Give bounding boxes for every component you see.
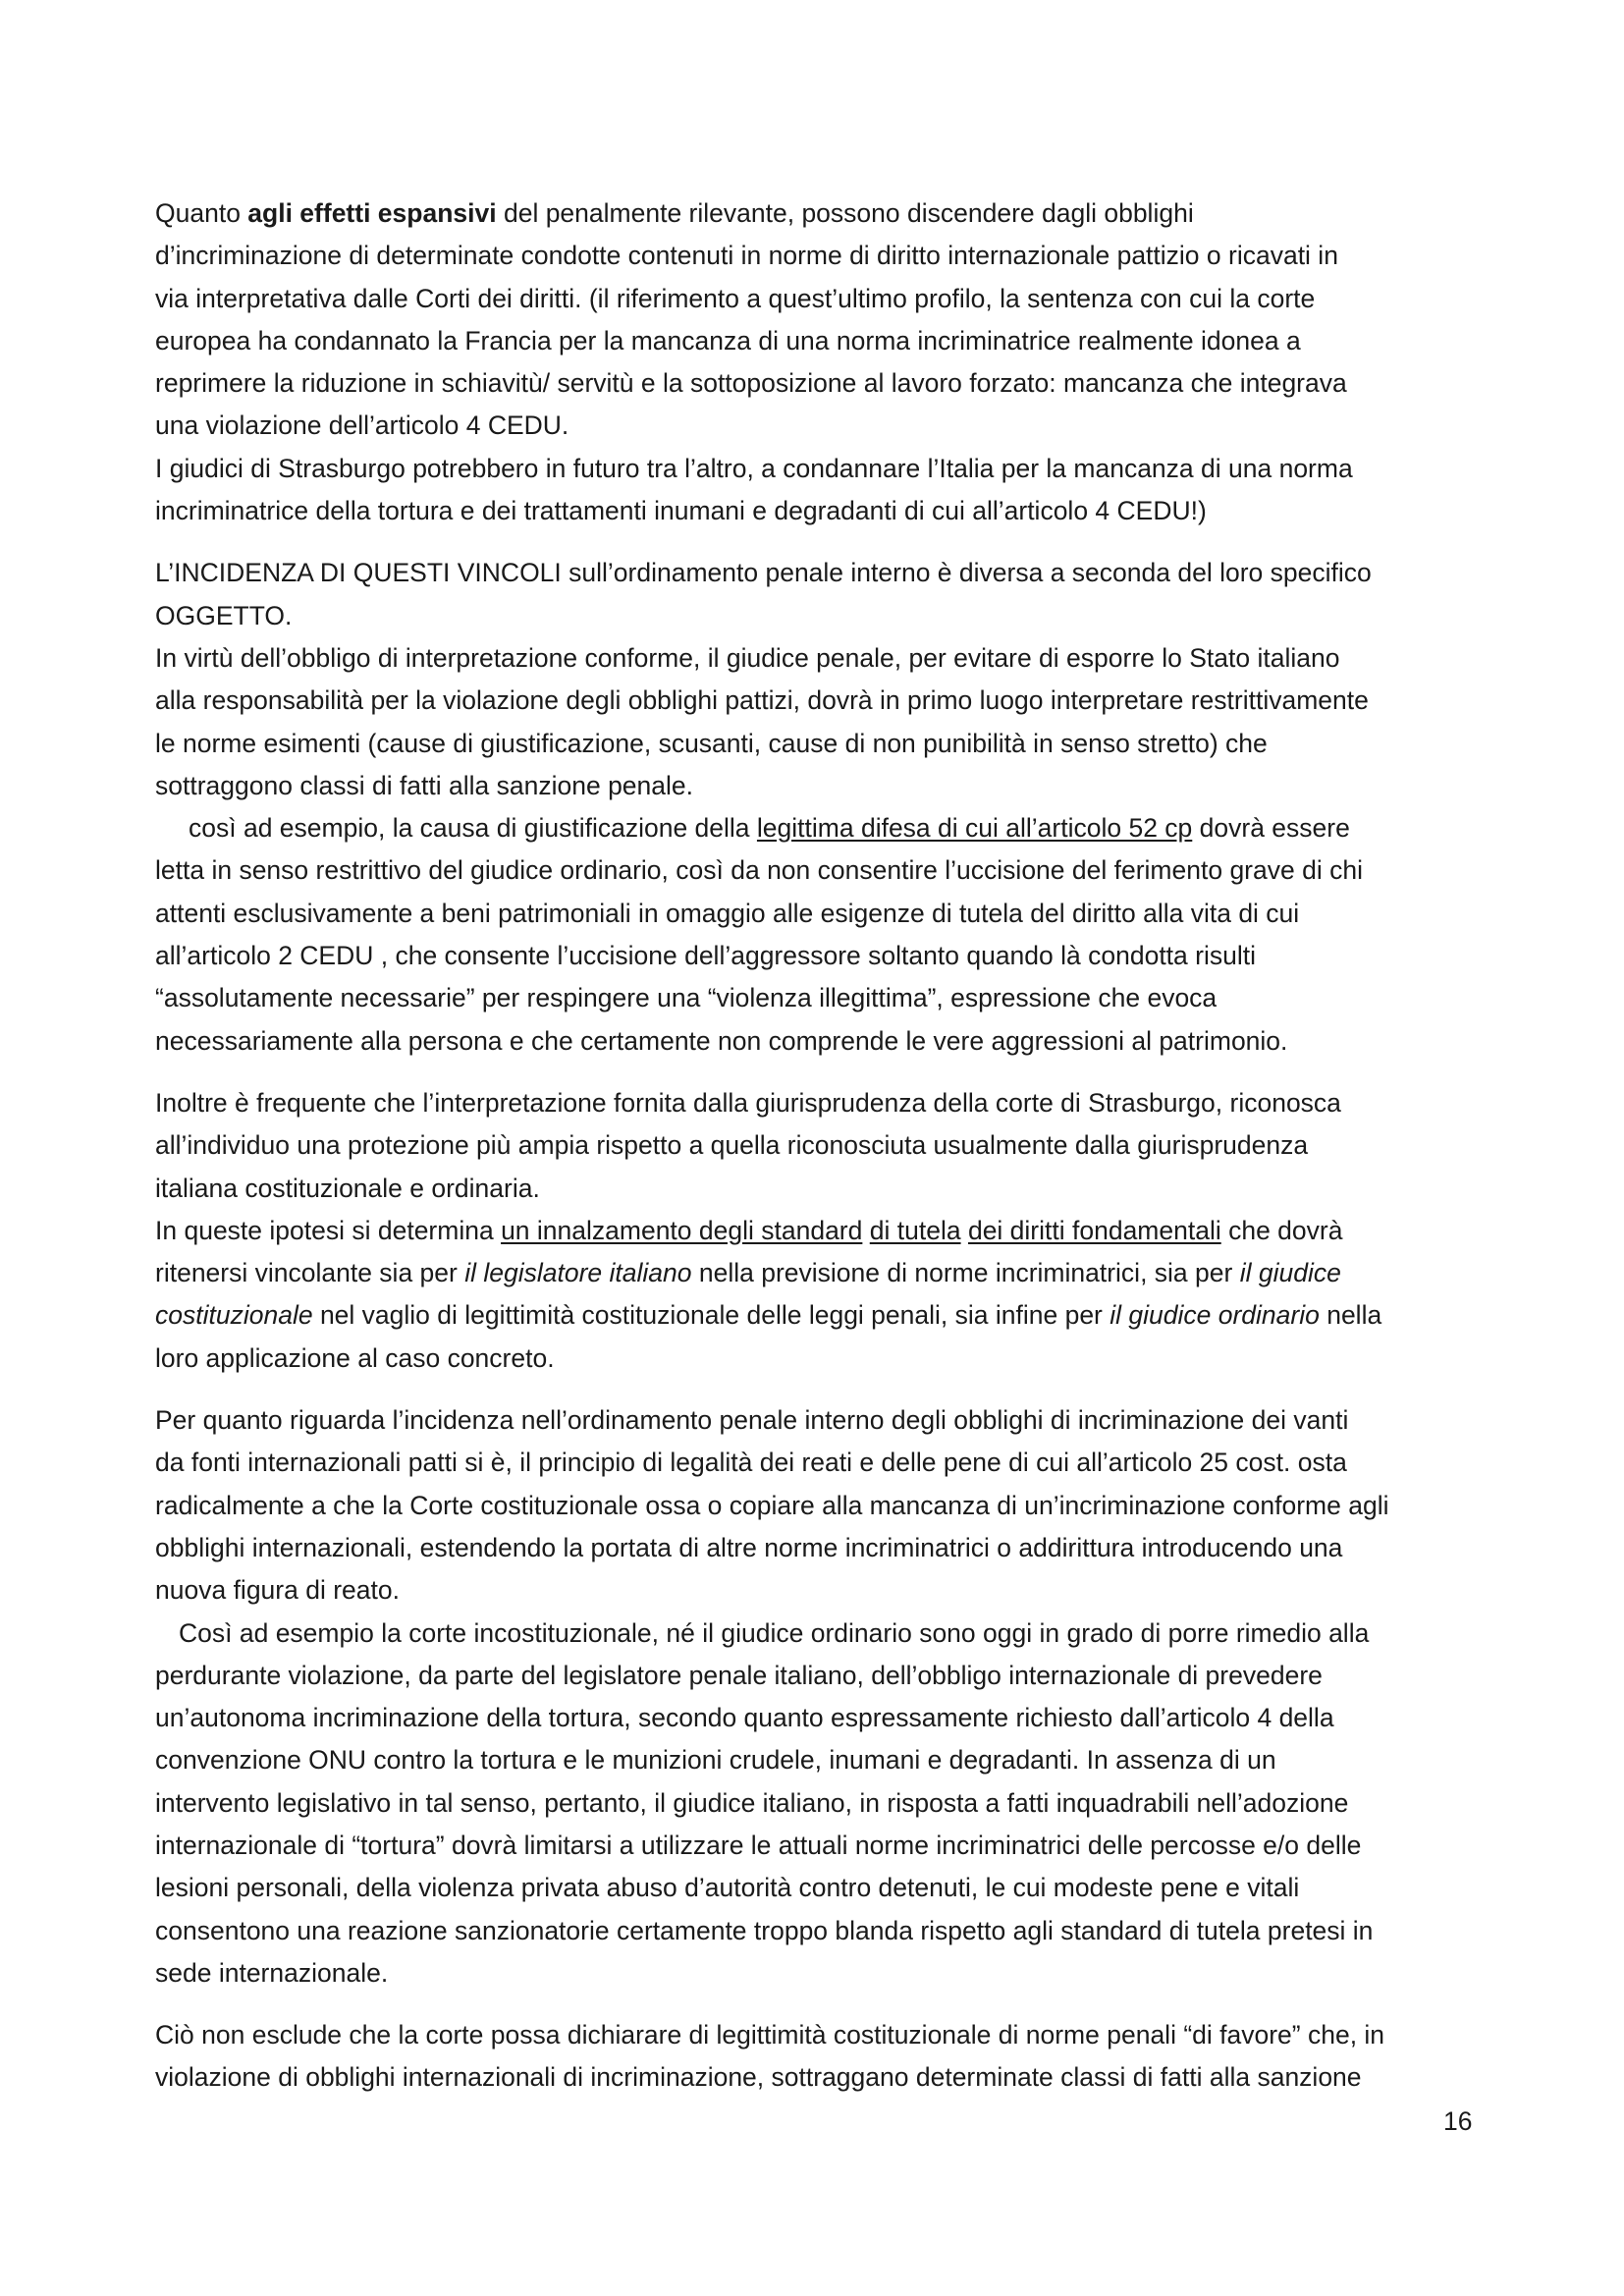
italic-text: il giudice ordinario: [1110, 1300, 1320, 1331]
text-line: [155, 1252, 1483, 1294]
text-span: In queste ipotesi si determina: [155, 1215, 502, 1245]
text-line: attenti esclusivamente a beni patrimoniali in omaggio alle esigenze di tutela del diritto alla vita di cui: [155, 898, 1300, 928]
paragraph-effetti-espansivi: [155, 192, 1483, 532]
text-line: lesioni personali, della violenza privata abuso d’autorità contro detenuti, le cui modeste pene e vitali: [155, 1873, 1300, 1903]
text-line: necessariamente alla persona e che certamente non comprende le vere aggressioni al patrimonio.: [155, 1025, 1288, 1056]
underlined-text: un innalzamento degli standard: [501, 1215, 863, 1245]
text-line: L’INCIDENZA DI QUESTI VINCOLI sull’ordinamento penale interno è diversa a seconda del loro specifico: [155, 558, 1372, 588]
text-line: OGGETTO.: [155, 600, 293, 630]
text-line: alla responsabilità per la violazione degli obblighi pattizi, dovrà in primo luogo interpretare restrittivamente: [155, 685, 1369, 716]
text-span: nella: [1319, 1300, 1382, 1331]
page-number: 16: [1443, 2106, 1473, 2136]
underlined-text: dei diritti fondamentali: [967, 1215, 1221, 1245]
text-line: un’autonoma incriminazione della tortura, secondo quanto espressamente richiesto dall’articolo 4 della: [155, 1703, 1334, 1733]
text-line: [155, 1294, 1483, 1337]
text-line: [155, 192, 1483, 235]
text-span: dovrà essere: [1192, 813, 1350, 844]
text-line: In virtù dell’obbligo di interpretazione conforme, il giudice penale, per evitare di esporre lo Stato italiano: [155, 642, 1340, 673]
text-span: nella previsione di norme incriminatrici, sia per: [691, 1258, 1240, 1288]
italic-text: il giudice: [1239, 1258, 1341, 1288]
text-span: [862, 1216, 869, 1245]
text-line: d’incriminazione di determinate condotte contenuti in norme di diritto internazionale pattizio o ricavati in: [155, 241, 1338, 271]
bold-text: agli effetti espansivi: [247, 198, 497, 228]
text-line: europea ha condannato la Francia per la mancanza di una norma incriminatrice realmente idonea a: [155, 325, 1301, 355]
text-span: del penalmente rilevante, possono discendere dagli obblighi: [496, 198, 1194, 228]
text-line: violazione di obblighi internazionali di incriminazione, sottraggano determinate classi di fatti alla sanzione: [155, 2062, 1362, 2093]
text-line: Ciò non esclude che la corte possa dichiarare di legittimità costituzionale di norme penali “di favore” che, in: [155, 2020, 1385, 2050]
text-line: “assolutamente necessarie” per respingere una “violenza illegittima”, espressione che evoca: [155, 983, 1218, 1013]
text-line: una violazione dell’articolo 4 CEDU.: [155, 410, 569, 441]
text-line: perdurante violazione, da parte del legislatore penale italiano, dell’obbligo internazionale di prevedere: [155, 1660, 1323, 1690]
text-line: da fonti internazionali patti si è, il principio di legalità dei reati e delle pene di cui all’articolo 25 cost. osta: [155, 1448, 1347, 1478]
text-line: Così ad esempio la corte incostituzionale, né il giudice ordinario sono oggi in grado di porre rimedio alla: [179, 1617, 1370, 1648]
text-line: radicalmente a che la Corte costituzionale ossa o copiare alla mancanza di un’incriminazione conforme agli: [155, 1490, 1389, 1520]
text-span: ritenersi vincolante sia per: [155, 1258, 465, 1288]
text-span: nel vaglio di legittimità costituzionale delle leggi penali, sia infine per: [312, 1300, 1110, 1331]
text-span: Quanto: [155, 198, 248, 228]
text-line: convenzione ONU contro la tortura e le munizioni crudele, inumani e degradanti. In assenza di un: [155, 1745, 1276, 1776]
paragraph-norme-di-favore: [155, 2014, 1483, 2100]
italic-text: costituzionale: [155, 1300, 313, 1331]
text-line: loro applicazione al caso concreto.: [155, 1342, 555, 1373]
document-page: [155, 192, 1483, 2119]
text-span: che dovrà: [1220, 1215, 1343, 1245]
text-line: Per quanto riguarda l’incidenza nell’ordinamento penale interno degli obblighi di incriminazione dei vanti: [155, 1405, 1349, 1436]
text-line: all’individuo una protezione più ampia rispetto a quella riconosciuta usualmente dalla giurisprudenza: [155, 1130, 1309, 1161]
paragraph-obblighi-incriminazione: [155, 1399, 1483, 1995]
text-line: sede internazionale.: [155, 1957, 389, 1988]
text-line: incriminatrice della tortura e dei trattamenti inumani e degradanti di cui all’articolo 4 CEDU!): [155, 496, 1207, 526]
underlined-text: legittima difesa di cui all’articolo 52 cp: [756, 813, 1193, 844]
underlined-text: di tutela: [869, 1215, 961, 1245]
text-line: sottraggono classi di fatti alla sanzione penale.: [155, 770, 694, 800]
italic-text: il legislatore italiano: [464, 1258, 692, 1288]
paragraph-incidenza-vincoli: [155, 552, 1483, 1063]
text-line: obblighi internazionali, estendendo la portata di altre norme incriminatrici o addirittura introducendo una: [155, 1532, 1343, 1562]
text-line: le norme esimenti (cause di giustificazione, scusanti, cause di non punibilità in senso stretto) che: [155, 728, 1268, 758]
text-line: via interpretativa dalle Corti dei diritti. (il riferimento a quest’ultimo profilo, la sentenza con cui la corte: [155, 283, 1316, 313]
text-span: [961, 1216, 968, 1245]
text-line: reprimere la riduzione in schiavitù/ servitù e la sottoposizione al lavoro forzato: mancanza che integrava: [155, 368, 1347, 399]
text-line: all’articolo 2 CEDU , che consente l’uccisione dell’aggressore soltanto quando là condotta risulti: [155, 941, 1256, 971]
text-line: [155, 1210, 1483, 1252]
text-line: intervento legislativo in tal senso, pertanto, il giudice italiano, in risposta a fatti inquadrabili nell’adozione: [155, 1787, 1349, 1818]
text-line: consentono una reazione sanzionatorie certamente troppo blanda rispetto agli standard di tutela pretesi in: [155, 1915, 1374, 1945]
text-line: I giudici di Strasburgo potrebbero in futuro tra l’altro, a condannare l’Italia per la mancanza di una norma: [155, 453, 1353, 483]
text-line: letta in senso restrittivo del giudice ordinario, così da non consentire l’uccisione del ferimento grave di chi: [155, 855, 1363, 886]
text-line: nuova figura di reato.: [155, 1575, 400, 1606]
text-span: così ad esempio, la causa di giustificazione della: [189, 813, 757, 844]
text-line: Inoltre è frequente che l’interpretazione fornita dalla giurisprudenza della corte di Strasburgo, riconosca: [155, 1087, 1341, 1118]
text-line: internazionale di “tortura” dovrà limitarsi a utilizzare le attuali norme incriminatrici delle percosse e/o delle: [155, 1830, 1362, 1860]
paragraph-strasburgo: [155, 1082, 1483, 1380]
text-line: italiana costituzionale e ordinaria.: [155, 1173, 540, 1203]
text-line: [155, 807, 1483, 849]
